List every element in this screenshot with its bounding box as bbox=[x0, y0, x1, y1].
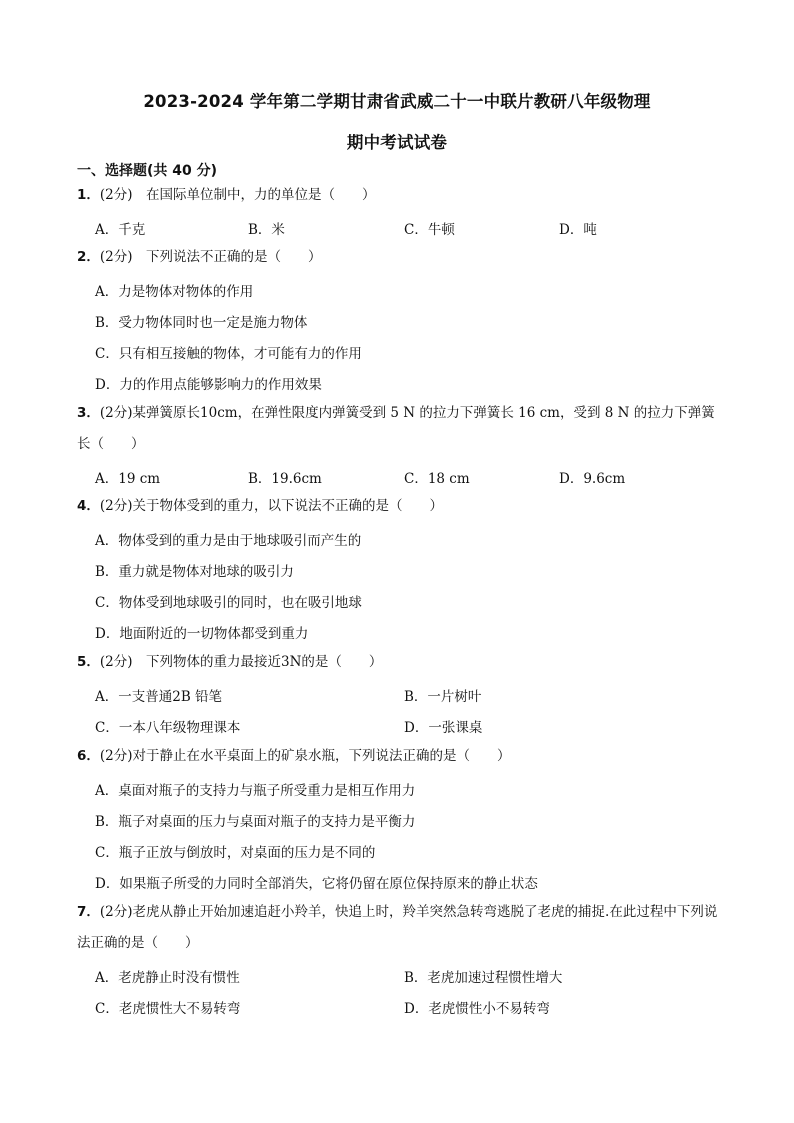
section-heading: 一、选择题(共 40 分) bbox=[77, 163, 218, 179]
option-1-d: D．吨 bbox=[559, 222, 597, 238]
option-7-d: D．老虎惯性小不易转弯 bbox=[404, 1001, 550, 1017]
question-4 bbox=[77, 491, 722, 522]
question-text: (2分)老虎从静止开始加速追赶小羚羊，快追上时，羚羊突然急转弯逃脱了老虎的捕捉.在此过程中下列说法正确的是（ ） bbox=[77, 904, 718, 951]
option-5-b: B．一片树叶 bbox=[404, 689, 482, 705]
exam-title-line-2: 期中考试试卷 bbox=[346, 133, 448, 152]
option-5-a: A．一支普通2B 铅笔 bbox=[95, 689, 223, 705]
option-7-a: A．老虎静止时没有惯性 bbox=[95, 970, 240, 986]
question-text: (2分) 在国际单位制中，力的单位是（ ） bbox=[99, 187, 376, 203]
option-1-a: A．千克 bbox=[95, 222, 146, 238]
option-2-a: A．力是物体对物体的作用 bbox=[95, 284, 254, 300]
option-6-a: A．桌面对瓶子的支持力与瓶子所受重力是相互作用力 bbox=[95, 783, 416, 799]
question-number: 4． bbox=[77, 498, 100, 514]
question-number: 3． bbox=[77, 405, 100, 421]
question-3 bbox=[77, 398, 722, 460]
option-5-c: C．一本八年级物理课本 bbox=[95, 720, 241, 736]
question-number: 2． bbox=[77, 249, 100, 265]
question-text: (2分) 下列物体的重力最接近3N的是（ ） bbox=[99, 654, 383, 670]
question-number: 7． bbox=[77, 904, 100, 920]
option-6-d: D．如果瓶子所受的力同时全部消失，它将仍留在原位保持原来的静止状态 bbox=[95, 876, 538, 892]
option-7-c: C．老虎惯性大不易转弯 bbox=[95, 1001, 241, 1017]
question-5 bbox=[77, 647, 722, 678]
option-1-c: C．牛顿 bbox=[404, 222, 455, 238]
option-6-c: C．瓶子正放与倒放时，对桌面的压力是不同的 bbox=[95, 845, 376, 861]
option-2-d: D．力的作用点能够影响力的作用效果 bbox=[95, 377, 322, 393]
question-text: (2分)某弹簧原长10cm，在弹性限度内弹簧受到 5 N 的拉力下弹簧长 16 cm，受到 8 N 的拉力下弹簧长（ ） bbox=[77, 405, 715, 452]
option-3-c: C．18 cm bbox=[404, 471, 470, 487]
option-2-b: B．受力物体同时也一定是施力物体 bbox=[95, 315, 308, 331]
option-4-d: D．地面附近的一切物体都受到重力 bbox=[95, 626, 309, 642]
question-7 bbox=[77, 897, 722, 959]
option-6-b: B．瓶子对桌面的压力与桌面对瓶子的支持力是平衡力 bbox=[95, 814, 416, 830]
option-4-c: C．物体受到地球吸引的同时，也在吸引地球 bbox=[95, 595, 362, 611]
option-3-d: D．9.6cm bbox=[559, 471, 626, 487]
question-2 bbox=[77, 242, 722, 273]
option-3-a: A．19 cm bbox=[95, 471, 161, 487]
exam-title-line-1: 2023-2024 学年第二学期甘肃省武威二十一中联片教研八年级物理 bbox=[143, 92, 651, 111]
question-number: 5． bbox=[77, 654, 100, 670]
question-6 bbox=[77, 741, 722, 772]
option-5-d: D．一张课桌 bbox=[404, 720, 483, 736]
option-7-b: B．老虎加速过程惯性增大 bbox=[404, 970, 563, 986]
option-4-a: A．物体受到的重力是由于地球吸引而产生的 bbox=[95, 533, 362, 549]
option-2-c: C．只有相互接触的物体，才可能有力的作用 bbox=[95, 346, 362, 362]
question-1 bbox=[77, 180, 722, 211]
option-3-b: B．19.6cm bbox=[248, 471, 322, 487]
question-text: (2分)对于静止在水平桌面上的矿泉水瓶，下列说法正确的是（ ） bbox=[99, 748, 511, 764]
question-text: (2分)关于物体受到的重力，以下说法不正确的是（ ） bbox=[99, 498, 444, 514]
option-4-b: B．重力就是物体对地球的吸引力 bbox=[95, 564, 294, 580]
question-number: 6． bbox=[77, 748, 100, 764]
question-number: 1． bbox=[77, 187, 100, 203]
question-text: (2分) 下列说法不正确的是（ ） bbox=[99, 249, 322, 265]
option-1-b: B．米 bbox=[248, 222, 285, 238]
